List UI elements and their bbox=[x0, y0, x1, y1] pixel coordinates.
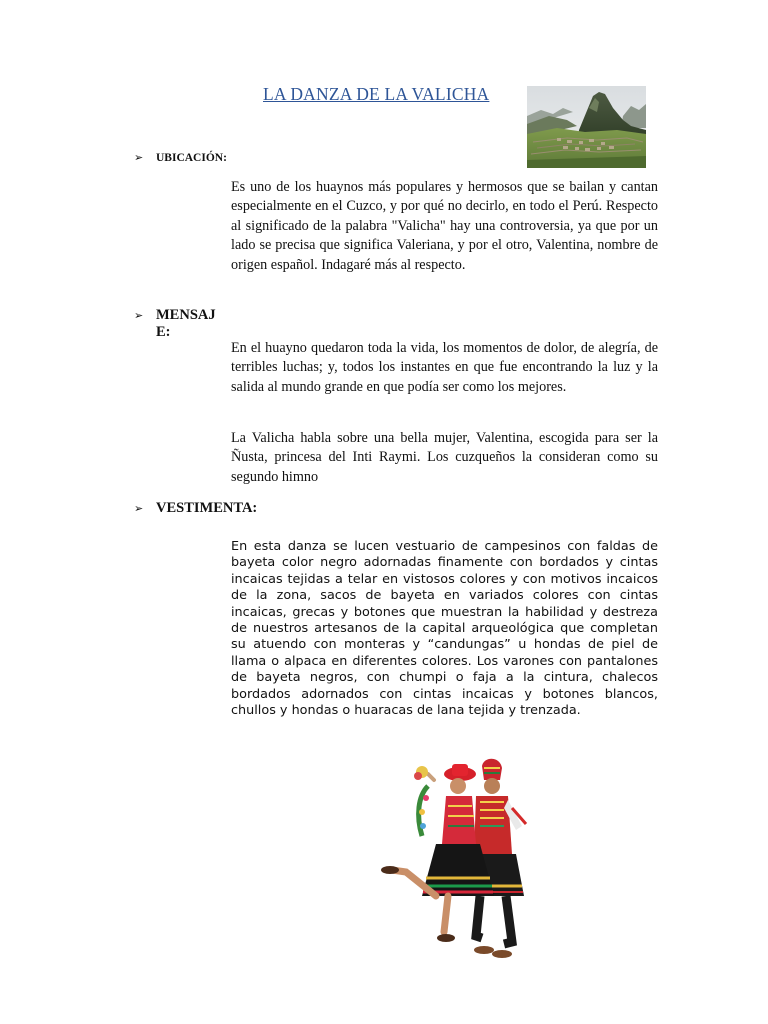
paragraph-mensaje-2: La Valicha habla sobre una bella mujer, Valentina, escogida para ser la Ñusta, princesa del Inti Raymi. Los cuzqueños la consideran como su segundo himno bbox=[231, 430, 658, 485]
bullet-vestimenta bbox=[134, 500, 257, 518]
paragraph-vestimenta: En esta danza se lucen vestuario de campesinos con faldas de bayeta color negro adornadas finamente con bordados y cintas incaicas tejidas a telar en vistosos colores y con motivos incaicos de la zona, sacos de bayeta en variados colores con cintas incaicas, grecas y botones que muestran la habilidad y destreza de nuestros artesanos de la capital arqueológica que completan su atuendo con monteras y “candungas” u hondas de piel de llama o alpaca en diferentes colores. Los varones con pantalones de bayeta negros, con chumpi o faja a la cintura, chalecos bordados adornados con cintas incaicas y botones blancos, chullos y hondas o huaracas de lana tejida y trenzada. bbox=[231, 539, 658, 719]
valicha-dancers-photo bbox=[376, 746, 534, 968]
arrow-bullet-icon: ➢ bbox=[134, 503, 144, 515]
arrow-bullet-icon: ➢ bbox=[134, 310, 144, 322]
paragraph-mensaje-1: En el huayno quedaron toda la vida, los momentos de dolor, de alegría, de terribles luchas; y, todos los instantes en que fue encontrando la luz y la salida al mundo grande en que podía ser como los mejores. bbox=[231, 340, 658, 395]
bullet-ubicacion bbox=[134, 149, 227, 167]
section-label-mensaje-line2: E: bbox=[156, 324, 171, 340]
section-label-vestimenta: VESTIMENTA: bbox=[156, 500, 258, 516]
document-title: LA DANZA DE LA VALICHA bbox=[263, 84, 490, 104]
paragraph-ubicacion: Es uno de los huaynos más populares y hermosos que se bailan y cantan especialmente en el Cuzco, y por qué no decirlo, en todo el Perú. Respecto al significado de la palabra "Valicha" hay una controversia, ya que por un lado se precisa que significa Valeriana, y por el otro, Valentina, nombre de origen español. Indagaré más al respecto. bbox=[231, 179, 658, 273]
section-label-ubicacion: UBICACIÓN: bbox=[156, 152, 227, 164]
section-label-mensaje-line1: MENSAJ bbox=[156, 307, 216, 323]
bullet-mensaje bbox=[134, 307, 216, 341]
machu-picchu-photo bbox=[527, 86, 646, 168]
arrow-bullet-icon: ➢ bbox=[134, 152, 144, 164]
section-label-mensaje bbox=[156, 307, 216, 341]
